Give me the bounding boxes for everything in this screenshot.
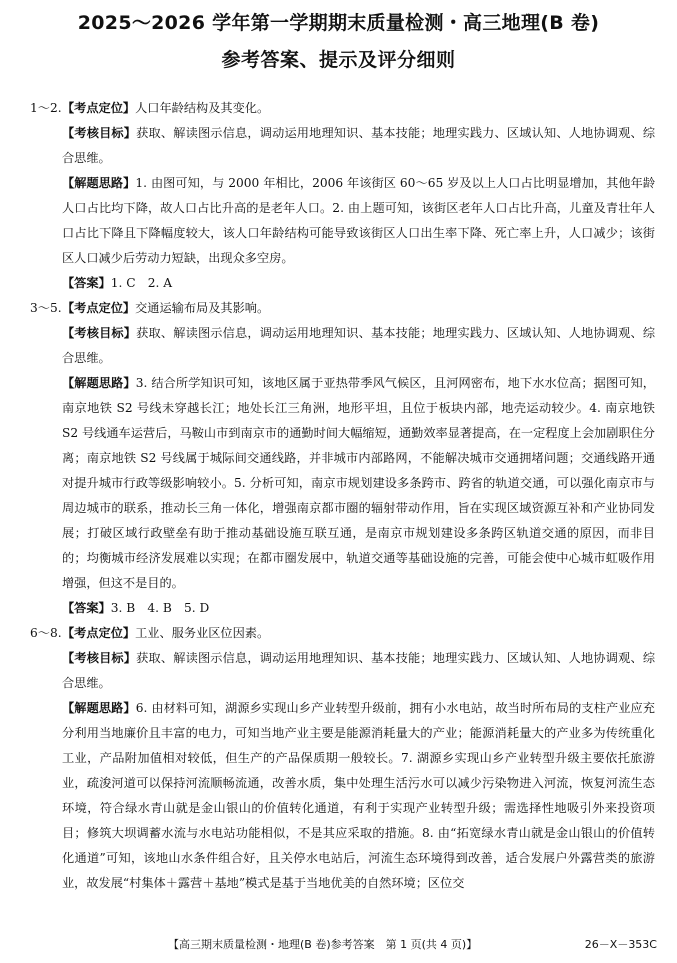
question-number: 6～8. (30, 626, 62, 640)
document-title: 2025～2026 学年第一学期期末质量检测・高三地理(B 卷) (77, 12, 600, 34)
question-number: 3～5. (30, 301, 62, 315)
section-3-5 (30, 296, 655, 621)
answer-text: 1. C 2. A (110, 276, 173, 290)
idea-paragraph (30, 696, 655, 896)
question-number: 1～2. (30, 101, 62, 115)
section-6-8 (30, 621, 655, 896)
goal-paragraph (30, 121, 655, 171)
answer-paragraph (30, 271, 655, 296)
document-subtitle: 参考答案、提示及评分细则 (221, 49, 456, 71)
goal-text: 获取、解读图示信息，调动运用地理知识、基本技能；地理实践力、区域认知、人地协调观、综合思维。 (62, 326, 656, 365)
answer-text: 3. B 4. B 5. D (110, 601, 210, 615)
goal-text: 获取、解读图示信息，调动运用地理知识、基本技能；地理实践力、区域认知、人地协调观、综合思维。 (62, 126, 656, 165)
section-head (30, 621, 655, 646)
idea-tag: 【解题思路】 (62, 176, 136, 190)
idea-paragraph (30, 371, 655, 596)
section-head (30, 296, 655, 321)
goal-paragraph (30, 646, 655, 696)
footer-page-info: 【高三期末质量检测・地理(B 卷)参考答案 第 1 页(共 4 页)】 (168, 938, 478, 951)
point-tag: 【考点定位】 (62, 101, 136, 115)
goal-tag: 【考核目标】 (62, 126, 137, 140)
idea-text: 3. 结合所学知识可知，该地区属于亚热带季风气候区，且河网密布，地下水水位高；据图可知，南京地铁 S2 号线未穿越长江；地处长江三角洲，地形平坦，且位于板块内部，地壳运动较少。4. 南京地铁 S2 号线通车运营后，马鞍山市到南京市的通勤时间大幅缩短，通勤效率显著提高，在一定程度上会加剧职住分离；南京地铁 S2 号线属于城际间交通线路，并非城市内部路网，不能解决城市交通拥堵问题；交通线路开通对提升城市行政等级影响较小。5. 分析可知，南京市规划建设多条跨市、跨省的轨道交通，可以强化南京市与周边城市的联系，推动长三角一体化，增强南京都市圈的辐射带动作用，旨在实现区域资源互补和产业协同发展；打破区域行政壁垒有助于推动基础设施互联互通，是南京市规划建设多条跨区轨道交通的原因，而非目的；均衡城市经济发展难以实现；在都市圈发展中，轨道交通等基础设施的完善，可能会使中心城市虹吸作用增强，但这不是目的。 (62, 376, 655, 590)
point-text: 人口年龄结构及其变化。 (135, 101, 270, 115)
idea-text: 1. 由图可知，与 2000 年相比，2006 年该街区 60～65 岁及以上人口占比明显增加，其他年龄人口占比均下降，故人口占比升高的是老年人口。2. 由上题可知，该街区老年人口占比升高，儿童及青壮年人口占比下降且下降幅度较大，该人口年龄结构可能导致该街区人口出生率下降、死亡率上升，人口减少；该街区人口减少后劳动力短缺，出现众多空房。 (62, 176, 656, 265)
section-1-2 (30, 96, 655, 296)
goal-tag: 【考核目标】 (62, 651, 137, 665)
answer-tag: 【答案】 (62, 276, 111, 290)
answer-tag: 【答案】 (62, 601, 111, 615)
answer-paragraph (30, 596, 655, 621)
point-text: 交通运输布局及其影响。 (135, 301, 270, 315)
point-tag: 【考点定位】 (62, 301, 136, 315)
document-body (30, 96, 655, 896)
idea-paragraph (30, 171, 655, 271)
footer-code: 26－X－353C (584, 938, 657, 951)
idea-tag: 【解题思路】 (62, 376, 136, 390)
section-head (30, 96, 655, 121)
idea-text: 6. 由材料可知，湖源乡实现山乡产业转型升级前，拥有小水电站，故当时所布局的支柱产业应充分利用当地廉价且丰富的电力，可知当地产业主要是能源消耗量大的产业；能源消耗量大的产业多为传统重化工业，产品附加值相对较低，但生产的产品保质期一般较长。7. 湖源乡实现山乡产业转型升级主要依托旅游业，疏浚河道可以保持河流顺畅流通，改善水质，集中处理生活污水可以减少污染物进入河流，恢复河流生态环境，符合绿水青山就是金山银山的价值转化通道，有利于实现产业转型升级；需选择性地吸引外来投资项目；修筑大坝调蓄水流与水电站功能相似，不是其应采取的措施。8. 由“拓宽绿水青山就是金山银山的价值转化通道”可知，该地山水条件组合好，且关停水电站后，河流生态环境得到改善，适合发展户外露营类的旅游业，故发展“村集体＋露营＋基地”模式是基于当地优美的自然环境；区位交 (62, 701, 655, 890)
goal-paragraph (30, 321, 655, 371)
goal-tag: 【考核目标】 (62, 326, 137, 340)
idea-tag: 【解题思路】 (62, 701, 136, 715)
point-text: 工业、服务业区位因素。 (135, 626, 270, 640)
goal-text: 获取、解读图示信息，调动运用地理知识、基本技能；地理实践力、区域认知、人地协调观、综合思维。 (62, 651, 656, 690)
point-tag: 【考点定位】 (62, 626, 136, 640)
